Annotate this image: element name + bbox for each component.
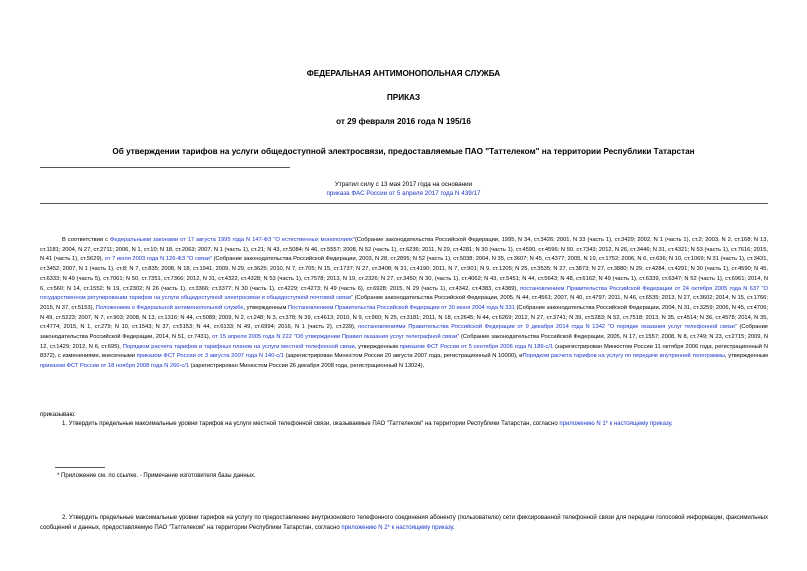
status-note-text: Утратил силу с 13 мая 2017 года на основании: [334, 181, 473, 188]
status-divider: [40, 203, 768, 204]
document-title: Об утверждении тарифов на услуги общедоступной электросвязи, предоставляемые ПАО "Таттелеком" на территории Республики Татарстан: [112, 147, 695, 156]
preamble-link[interactable]: Постановлением Правительства Российской Федерации от 30 июня 2004 года N 331: [288, 304, 515, 311]
preamble-link[interactable]: Федеральными законами от 17 августа 1995 года N 147-ФЗ "О естественных монополиях": [109, 237, 355, 243]
order-item-2: [40, 514, 768, 533]
preamble-text: (Собрание законодательства Российской Федерации, 2003, N 28, ст.2895; N 52 (часть 1), ст.5038; 2004, N 35, ст.3607; N 45, ст.4377; 2005, N 19, ст.1752; 2006, N 6, ст.636; N 10, ст.1069; N 31 (часть 1), ст.3431, ст.3452; 2007, N 1 (часть 1), ст.8; N 7, ст.835; 2008, N 18, ст.1941; 2009, N 29, ст.3625; 2010, N 7, ст.705; N 15, ст.1737; N 27, ст.3408; N 31, ст.4190; 2011, N 7, ст.901; N 9, ст.1205; N 25, ст.3535; N 27, ст.3873; N 27, ст.3880; N 29, ст.4284, ст.4291; N 30 (часть 1), ст.4590; N 45, ст.6333; N 49 (часть 5), ст.7061; N 50, ст.7351, ст.7366; 2012, N 31, ст.4322, ст.4328; N 53 (часть 1), ст.7578; 2013, N 19, ст.2326; N 27, ст.3450; N 30, (часть 1), ст.4062; N 43, ст.5451; N 44, ст.5643; N 48, ст.6162; N 49 (часть 1), ст.6339, ст.6347; N 52 (часть 1), ст.6961; 2014, N 6, ст.560; N 14, ст.1552; N 19, ст.2302; N 26 (часть 1), ст.3366; ст.3377; N 30 (часть 1), ст.4229; ст.4273; N 49 (часть 6), ст.6928; 2015, N 29 (часть 1), ст.4342, ст.4383, ст.4389),: [40, 256, 769, 292]
preamble-text: (Собрание законодательства Российской Федерации, 2004, N 31, ст.3259; 2006, N 45, ст.4706; N 49, ст.5223; 2007, N 7, ст.903; 2008, N 13, ст.1316; N 44, ст.5089; 2009, N 2, ст.248; N 3, ст.378; N 39, ст.4613; 2010, N 9, ст.960; N 25, ст.3181; 2011, N 18, ст.2645; N 44, ст.6269; 2012, N 27, ст.3741; N 39, ст.5283; N 52, ст.7518; 2013, N 35, ст.4514; N 36, ст.4578; 2014, N 35, ст.4774; 2015, N 1, ст.279; N 10, ст.1543; N 37, ст.5153; N 44, ст.6133; N 49, ст.6994; 2016, N 1 (часть 2), ст.239),: [40, 304, 768, 331]
status-note-link[interactable]: приказа ФАС России от 5 апреля 2017 года N 439/17: [326, 190, 481, 197]
preamble-text: В соответствии с: [62, 237, 110, 243]
preamble-text: , утвержденным: [243, 304, 289, 311]
preamble-link[interactable]: от 15 апреля 2005 года N 222 "Об утверждении Правил оказания услуг телеграфной связи": [212, 334, 460, 341]
document-date-number: от 29 февраля 2016 года N 195/16: [336, 117, 471, 126]
preamble-link[interactable]: Порядком расчета тарифов и тарифных планов на услуги местной телефонной связи: [122, 343, 355, 350]
preamble-link[interactable]: Положением о Федеральной антимонопольной службе: [95, 304, 244, 311]
preamble-text: (Собрание законодательства Российской Федерации, 2014, N 51, ст.7431),: [40, 324, 769, 341]
order-item-2-end: .: [452, 524, 455, 531]
preamble-link[interactable]: от 7 июля 2003 года N 126-ФЗ "О связи": [104, 256, 212, 263]
order-item-1: [40, 420, 768, 430]
preamble-text: , утвержденным: [724, 353, 768, 360]
order-item-1-end: .: [670, 421, 673, 427]
agency-name: ФЕДЕРАЛЬНАЯ АНТИМОНОПОЛЬНАЯ СЛУЖБА: [306, 69, 501, 78]
preamble-text: (Собрание законодательства Российской Федерации, 2005, N 44, ст.4561; 2007, N 40, ст.4797; 2011, N 46, ст.6535; 2013, N 27, ст.3602; 2014, N 15, ст.1766; 2015, N 37, ст.5153),: [40, 295, 768, 311]
preamble-text: (Собрание законодательства Российской Федерации, 1995, N 34, ст.3426; 2001, N 33 (часть 1), ст.3429; 2002, N 1 (часть 1), ст.2; 2003, N 2, ст.168; N 13, ст.1181; 2004, N 27, ст.2711; 2006, N 1, ст.10; N 18, ст.2063; 2007, N 1 (часть 1), ст.21; N 43, ст.5084; N 46, ст.5557; 2008, N 52 (часть 1), ст.6236; 2011, N 29, ст.4281; N 30 (часть 1), ст.4590, ст.4596; N 50, ст.7343; 2012, N 26, ст.3446; N 31, ст.4321; N 53 (часть 1), ст.7616; 2015, N 41 (часть 1), ст.5629),: [40, 237, 768, 263]
preamble-text: (зарегистрирован Минюстом России 11 октября 2006 года, регистрационный N 8372), с изменениями, внесенными: [40, 343, 769, 360]
footnote: * Приложение см. по ссылке. - Примечание изготовителя базы данных.: [57, 473, 256, 479]
preamble-link[interactable]: приказом ФСТ России от 3 августа 2007 года N 140-с/1: [136, 353, 284, 360]
order-item-2-text: 2. Утвердить предельные максимальные уровни тарифов на услугу по предоставлению внутризонового телефонного соединения абоненту (пользователю) сети фиксированной телефонной связи для передачи голосовой информации, факсимильных сообщений и данных, предоставляемую ПАО "Таттелеком" на территории Республики Татарстан, согласно: [40, 515, 768, 531]
order-item-1-text: 1. Утвердить предельные максимальные уровни тарифов на услуги местной телефонной связи, оказываемые ПАО "Таттелеком" на территории Республики Татарстан, согласно: [62, 421, 560, 427]
title-divider: [40, 167, 290, 168]
preamble-text: (зарегистрирован Минюстом России 26 декабря 2008 года, регистрационный N 13024),: [189, 363, 425, 370]
order-word: приказываю:: [40, 412, 76, 418]
appendix-2-link[interactable]: приложению N 2* к настоящему приказу: [341, 524, 453, 531]
preamble-paragraph: [40, 236, 768, 372]
preamble-link[interactable]: Порядком расчета тарифов на услугу по передаче внутренней телеграммы: [522, 353, 725, 360]
preamble-link[interactable]: постановлениями Правительства Российской Федерации от 9 декабря 2014 года N 1342 "О порядке оказания услуг телефонной связи": [358, 324, 737, 331]
preamble-text: (зарегистрирован Минюстом России 20 августа 2007 года, регистрационный N 10000), и: [283, 353, 523, 360]
preamble-link[interactable]: приказом ФСТ России от 5 сентября 2006 года N 189-с/1: [399, 343, 554, 350]
preamble-text: , утвержденным: [354, 343, 400, 350]
preamble-link[interactable]: приказом ФСТ России от 18 ноября 2008 года N 260-с/1: [40, 363, 190, 370]
appendix-1-link[interactable]: приложению N 1* к настоящему приказу: [559, 421, 671, 427]
preamble-link[interactable]: постановлением Правительства Российской Федерации от 24 октября 2005 года N 637 "О государственном регулировании тарифов на услуги общедоступной электросвязи и общедоступной почтовой связи": [40, 285, 768, 302]
preamble-text: (Собрание законодательства Российской Федерации, 2005, N 17, ст.1557; 2008, N 8, ст.749; N 23, ст.2715; 2009, N 12, ст.1429; 2012, N 6, ст.695),: [40, 334, 769, 350]
footnote-divider: [55, 467, 105, 468]
document-type: ПРИКАЗ: [386, 93, 421, 102]
